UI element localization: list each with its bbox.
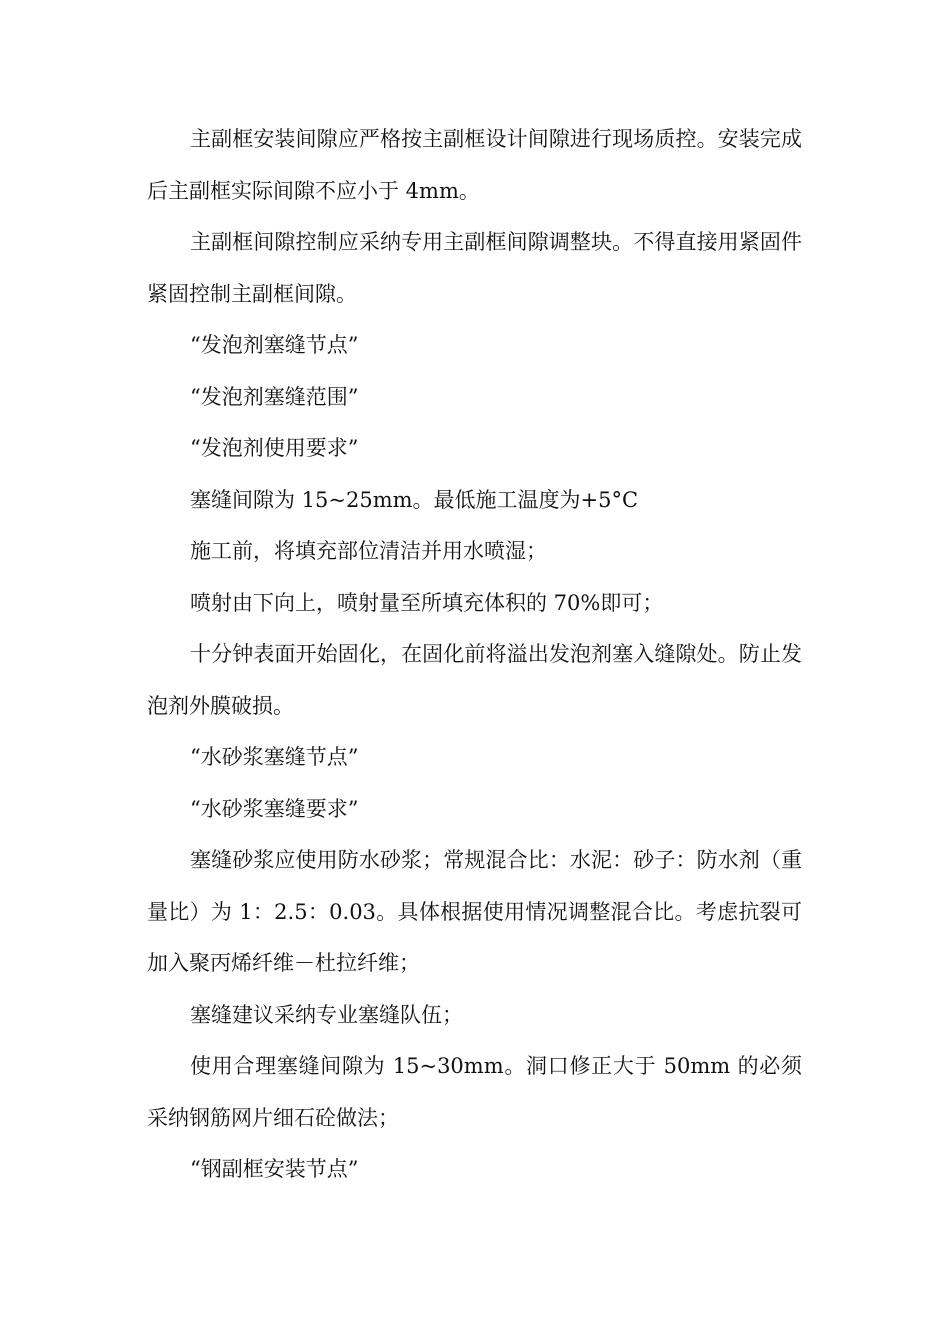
- heading-steel-subframe-node: “钢副框安装节点”: [190, 1157, 359, 1181]
- heading-foam-joint-node: “发泡剂塞缝节点”: [190, 333, 359, 357]
- paragraph-foam-prep: 施工前，将填充部位清洁并用水喷湿；: [190, 539, 547, 563]
- heading-foam-usage-requirements: “发泡剂使用要求”: [190, 436, 359, 460]
- heading-foam-joint-range: “发泡剂塞缝范围”: [190, 384, 359, 409]
- document-body: [147, 114, 802, 1196]
- heading-mortar-joint-requirements: “水砂浆塞缝要求”: [190, 796, 359, 821]
- heading-mortar-joint-node: “水砂浆塞缝节点”: [190, 745, 359, 769]
- paragraph-foam-gap-temperature: 塞缝间隙为 15~25mm。最低施工温度为+5°C: [190, 487, 639, 512]
- paragraph-gap-control: 主副框安装间隙应严格按主副框设计间隙进行现场质控。安装完成后主副框实际间隙不应小于 4mm。: [147, 127, 802, 203]
- paragraph-mortar-mix: 塞缝砂浆应使用防水砂浆；常规混合比：水泥：砂子：防水剂（重量比）为 1：2.5：0.03。具体根据使用情况调整混合比。考虑抗裂可加入聚丙烯纤维－杜拉纤维；: [147, 848, 802, 975]
- paragraph-foam-spray: 喷射由下向上，喷射量至所填充体积的 70%即可；: [190, 590, 664, 615]
- paragraph-gap-adjust-block: 主副框间隙控制应采纳专用主副框间隙调整块。不得直接用紧固件紧固控制主副框间隙。: [147, 230, 802, 306]
- paragraph-foam-curing: 十分钟表面开始固化，在固化前将溢出发泡剂塞入缝隙处。防止发泡剂外膜破损。: [147, 642, 802, 718]
- paragraph-mortar-team: 塞缝建议采纳专业塞缝队伍；: [190, 1002, 463, 1027]
- paragraph-mortar-gap: 使用合理塞缝间隙为 15~30mm。洞口修正大于 50mm 的必须采纳钢筋网片细石砼做法；: [147, 1054, 802, 1130]
